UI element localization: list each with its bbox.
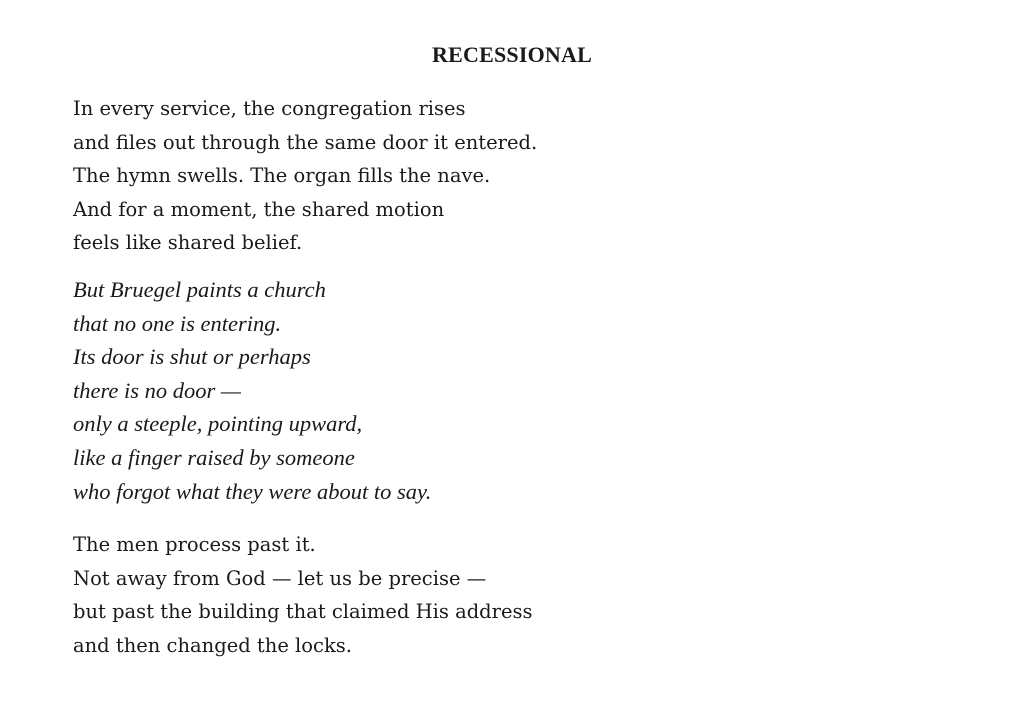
poem-line: feels like shared belief. bbox=[73, 231, 303, 255]
poem-line: But Bruegel paints a church bbox=[73, 277, 326, 302]
poem-line: but past the building that claimed His address bbox=[73, 600, 533, 624]
poem-line: there is no door — bbox=[73, 377, 241, 403]
stanza-1 bbox=[73, 92, 537, 260]
poem-line: Not away from God — let us be precise — bbox=[73, 566, 487, 590]
poem-line: only a steeple, pointing upward, bbox=[73, 411, 363, 437]
poem-line: In every service, the congregation rises bbox=[73, 97, 466, 120]
poem-line: The hymn swells. The organ fills the nave. bbox=[73, 164, 491, 188]
stanza-3 bbox=[73, 528, 533, 662]
poem-line: who forgot what they were about to say. bbox=[73, 478, 432, 504]
poem-line: like a finger raised by someone bbox=[73, 444, 355, 470]
poem-line: The men process past it. bbox=[73, 533, 316, 556]
poem-line: and then changed the locks. bbox=[73, 633, 352, 657]
poem-line: and files out through the same door it entered. bbox=[73, 130, 538, 154]
poem-line: that no one is entering. bbox=[73, 310, 282, 336]
poem-title: RECESSIONAL bbox=[432, 42, 592, 67]
stanza-2 bbox=[73, 273, 431, 508]
poem-line: And for a moment, the shared motion bbox=[73, 197, 445, 221]
poem-line: Its door is shut or perhaps bbox=[73, 344, 311, 370]
